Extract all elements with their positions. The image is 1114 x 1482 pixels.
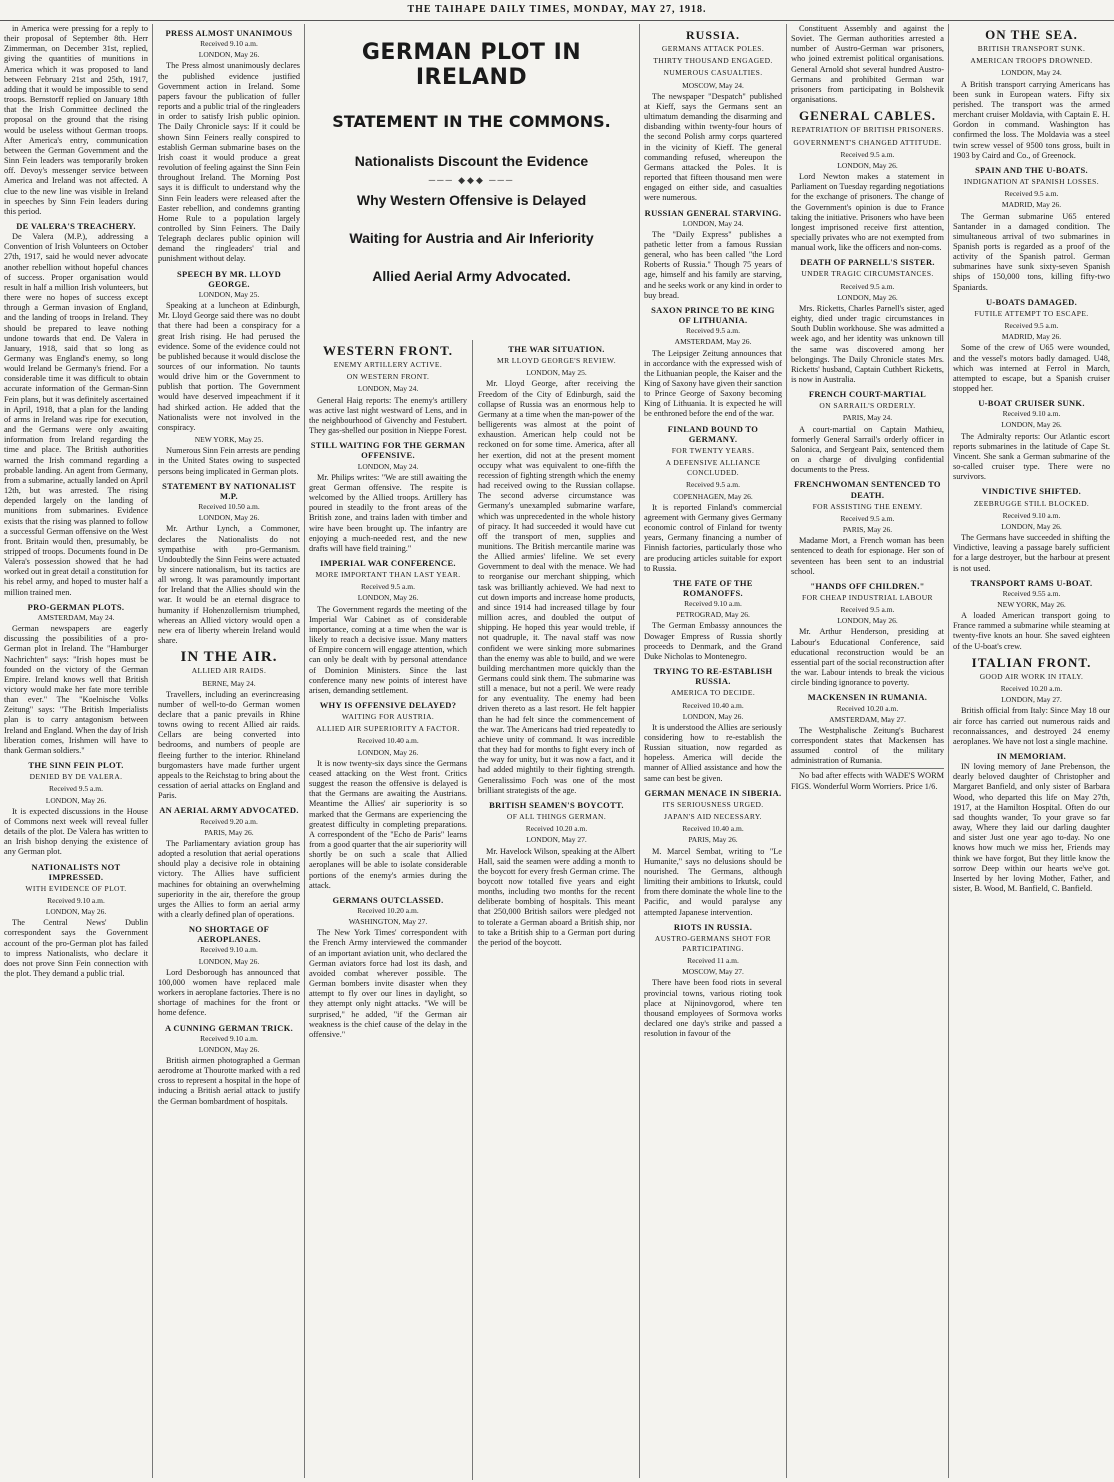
subheadline: DENIED BY DE VALERA.: [29, 772, 123, 782]
subheadline: GOVERNMENT'S CHANGED ATTITUDE.: [793, 137, 942, 147]
subheadline: ITS SERIOUSNESS URGED.: [662, 799, 764, 809]
section-headline: RUSSIA.: [685, 28, 740, 42]
subheadline: ZEEBRUGGE STILL BLOCKED.: [973, 498, 1090, 508]
headline: TRYING TO RE-ESTABLISH RUSSIA.: [653, 666, 773, 687]
received-time: Received 9.5 a.m.: [361, 582, 415, 592]
article-text: M. Marcel Sembat, writing to "Le Humanite," says no delusions should be nourished. The Germans, although limiting their ambitions to Irkutsk, could from there dominate the whole line to the Pacific, and would paralyse any attempted Japanese intervention.: [644, 846, 782, 917]
dateline: LONDON, May 26.: [357, 747, 419, 757]
subheadline: ON WESTERN FRONT.: [346, 372, 430, 382]
column-rule: [472, 340, 473, 1480]
article-text: The German Embassy announces the Dowager Empress of Russia shortly proceeds to Denmark, and the Grand Duke Nicholas to Montenegro.: [644, 621, 782, 661]
received-time: Received 9.5 a.m.: [686, 326, 740, 336]
article-text: It is reported Finland's commercial agreement with Germany gives Germany economic control of Finland for twenty years, Germany financing a number of Finnish factories, particularly those who are producing articles suitable for export to Russia.: [644, 502, 782, 573]
subheadline: NUMEROUS CASUALTIES.: [663, 68, 763, 78]
banner-headline: GERMAN PLOT IN IRELAND: [361, 40, 582, 90]
article-text: Numerous Sinn Fein arrests are pending in the United States owing to suspected persons being implicated in German plots.: [158, 446, 300, 476]
dateline: LONDON, May 26.: [45, 907, 107, 917]
headline: NO SHORTAGE OF AEROPLANES.: [188, 924, 270, 945]
headline: FRENCH COURT-MARTIAL: [808, 389, 927, 400]
subheadline: ON SARRAIL'S ORDERLY.: [819, 401, 916, 411]
article-text: A loaded American transport going to France rammed a submarine while steaming at twenty-five knots an hour. She saved eighteen of the U-boat's crew.: [953, 611, 1110, 651]
dateline: COPENHAGEN, May 26.: [673, 491, 753, 501]
received-time: Received 9.5 a.m.: [1004, 321, 1059, 331]
dateline: LONDON, May 26.: [682, 711, 744, 721]
section-headline: ON THE SEA.: [985, 27, 1078, 42]
dateline: LONDON, May 24.: [357, 461, 419, 471]
headline: PRESS ALMOST UNANIMOUS: [165, 28, 293, 38]
article-text: It is now twenty-six days since the Germans ceased attacking on the West front. Critics suggest the reason the offensive is delayed is that the Germans are awaiting the Austrians. Meantime the Allies' air superiority is so marked that the Germans are experiencing the greatest difficulty in completing preparations. A correspondent of the "Echo de Paris" learns from a good quarter that the air superiority will shortly be on such a scale that Allied aeroplanes will be able to isolate considerable portions of the enemy's armies during the attack.: [309, 758, 467, 890]
received-time: Received 10.40 a.m.: [357, 736, 419, 746]
column-2: [158, 24, 300, 1480]
dateline: LONDON, May 26.: [837, 160, 898, 170]
section-headline: ITALIAN FRONT.: [971, 654, 1092, 670]
article-text: The Parliamentary aviation group has adopted a resolution that aerial operations should play a decisive role in obtaining victory. The Allies have sufficient machines for obtaining an overwhelming superiority in the air, therefore the group urges the Allies to form an aerial army with a clearly defined plan of operations.: [158, 838, 300, 919]
headline: RIOTS IN RUSSIA.: [673, 921, 753, 932]
article-text: It is expected discussions in the House of Commons next week will reveal fuller details of the plot. De Valera has written to an Irish bishop denying the existence of any German plot.: [4, 806, 148, 857]
dateline: LONDON, May 26.: [45, 795, 107, 805]
received-time: Received 9.5 a.m.: [840, 281, 895, 291]
dateline: WASHINGTON, May 27.: [348, 917, 428, 927]
subheadline: WITH EVIDENCE OF PLOT.: [25, 883, 127, 893]
subheadline: FUTILE ATTEMPT TO ESCAPE.: [974, 308, 1089, 318]
headline: U-BOAT CRUISER SUNK.: [978, 398, 1085, 409]
column-1: [4, 24, 148, 1480]
article-text: Mr. Arthur Lynch, a Commoner, declares the Nationalists do not sympathise with pro-Germanism. Undoubtedly the Sinn Feins were actuated by sincere nationalism, but its tactics are all wrong. It was paramountly important for Ireland that the Allies should win the war. It would be an eternal disgrace to humanity if Hohenzollernism triumphed, whereas an Allied victory would open a new era of liberty wherein Ireland would share.: [158, 524, 300, 646]
dateline: PARIS, May 26.: [688, 835, 738, 845]
column-3: [309, 340, 467, 1480]
dateline: LONDON, May 26.: [198, 50, 260, 60]
headline: DE VALERA'S TREACHERY.: [16, 220, 136, 231]
article-text: Constituent Assembly and against the Soviet. The German authorities arrested a number of Austro-German war prisoners, who joined extremist political organisations. General Arnold shot several hundred Austro-Germans and prohibited German war prisoners from participating in Bolshevik organisations.: [791, 24, 944, 105]
masthead: THE TAIHAPE DAILY TIMES, MONDAY, MAY 27, 1918.: [0, 0, 1114, 21]
article-text: The Central News' Dublin correspondent says the Government account of the pro-German plot has failed to impress Nationalists, who declare it does not prove Sinn Fein connection with the plot. They demand a public trial.: [4, 918, 148, 979]
article-text: The Admiralty reports: Our Atlantic escort reports submarines in the latitude of Cape St. Vincent. She sank a German submarine of the so-called cruiser type. There were no survivors.: [953, 431, 1110, 482]
headline: U-BOATS DAMAGED.: [985, 296, 1078, 307]
subheadline: THIRTY THOUSAND ENGAGED.: [653, 56, 773, 66]
article-text: The Westphalische Zeitung's Bucharest correspondent states that Mackensen has assumed control of the military administration of Rumania.: [791, 725, 944, 766]
dateline: PETROGRAD, May 26.: [676, 610, 750, 620]
article-text: Madame Mort, a French woman has been sentenced to death for espionage. Her son of seventeen has been sent to an industrial school.: [791, 536, 944, 576]
headline: AN AERIAL ARMY ADVOCATED.: [159, 805, 299, 816]
headline: IN MEMORIAM.: [996, 751, 1067, 761]
column-rule: [786, 24, 787, 1478]
dateline: LONDON, May 27.: [526, 835, 587, 845]
article-text: The German submarine U65 entered Santander in a damaged condition. The simultaneous arrival of two submarines in Spanish ports is regarded as a proof of the activity of the Spanish patrol. German submarines have sunk sixty-seven Spanish ships of 150,000 tons, killing fifty-two Spaniards.: [953, 211, 1110, 292]
subheadline: A DEFENSIVE ALLIANCE CONCLUDED.: [665, 458, 761, 478]
headline: "HANDS OFF CHILDREN.": [810, 580, 925, 591]
dateline: AMSTERDAM, May 26.: [674, 337, 752, 347]
article-text: Lord Desborough has announced that 100,000 women have replaced male workers in aeroplane factories. There is no shortage of machines for the front or home defence.: [158, 967, 300, 1018]
advertisement: No bad after effects with WADE'S WORM FIGS. Wonderful Worm Worriers. Price 1/6.: [791, 768, 944, 791]
dateline: AMSTERDAM, May 27.: [829, 714, 906, 724]
dateline: PARIS, May 26.: [204, 827, 254, 837]
article-text: De Valera (M.P.), addressing a Convention of Irish Volunteers on October 27th, 1917, said he would never advocate another rebellion without hopeful chances of success. Proper organisation would result in half a million Irish volunteers, but there were no hopes of success except through a German invasion of England, and the landing of troops in Ireland. They should be prepared to leave nothing undone towards that end. De Valera in January, 1918, said that so long as Germany was England's enemy, so long would Ireland be Germany's friend. For a considerable time it was difficult to obtain accurate information of the German-Sinn Fein plans, but it was definitely ascertained in April, 1918, that a plan for the landing of arms in Ireland was ripe for execution, and the Germans were only awaiting information from Ireland regarding the time and place. The British authorities warned the Irish command regarding a probable landing. An agent from Germany, from a submarine, actually landed on April 12th, but was arrested. The rising depended largely on the landing of munitions from submarines. Evidence exists that the rising was planned to follow a successful German offensive on the West front. Britain would then, presumably, be stripped of troops. Documents found in De Valera's possession showed that he had worked out in great detail a constitution for his rebel army, and hoped to muster half a million trained men.: [4, 232, 148, 597]
received-time: Received 9.10 a.m.: [47, 895, 105, 905]
headline: STILL WAITING FOR THE GERMAN OFFENSIVE.: [310, 440, 466, 461]
dateline: LONDON, May 26.: [837, 292, 898, 302]
dateline: LONDON, May 25.: [198, 289, 260, 299]
subheadline: UNDER TRAGIC CIRCUMSTANCES.: [801, 269, 934, 279]
headline: GERMANS OUTCLASSED.: [332, 894, 444, 905]
subheadline: AUSTRO-GERMANS SHOT FOR PARTICIPATING.: [654, 933, 772, 953]
received-time: Received 9.10 a.m.: [200, 39, 258, 49]
column-7: [953, 24, 1110, 1480]
article-text: Mr. Arthur Henderson, presiding at Labour's Educational Conference, said educational reconstruction would be an essential part of the social reconstruction after the war. Labour intends to break the vicious circle binding ignorance to poverty.: [791, 627, 944, 688]
received-time: Received 10.20 a.m.: [525, 824, 588, 834]
received-time: Received 9.5 a.m.: [1004, 189, 1059, 199]
subheadline: GOOD AIR WORK IN ITALY.: [979, 671, 1084, 681]
headline: BRITISH SEAMEN'S BOYCOTT.: [489, 799, 624, 810]
section-headline: IN THE AIR.: [180, 649, 278, 666]
article-text: A British transport carrying Americans has been sunk in European waters. Fifty six perished. The transport was the armed merchant cruiser Moldavia, with Captain E. H. Gordon in command. Washington has confirmed the loss. The Moldavia was a steel twin screw vessel of 9500 tons gross, built in 1903 by Caird and Co., of Greenock.: [953, 79, 1110, 160]
front-page-banner: [304, 24, 639, 290]
column-rule: [152, 24, 153, 1478]
dateline: MADRID, May 26.: [1001, 332, 1062, 342]
article-text: There have been food riots in several provincial towns, various rioting took place at Nijninovgorod, where ten thousand employees of Sormova works declared one day's strike and passed a resolution in favour of the: [644, 978, 782, 1039]
subheadline: REPATRIATION OF BRITISH PRISONERS.: [791, 125, 944, 135]
headline: NATIONALISTS NOT IMPRESSED.: [31, 861, 121, 882]
dateline: LONDON, May 26.: [198, 513, 260, 523]
subheadline: AMERICAN TROOPS DROWNED.: [970, 56, 1093, 66]
dateline: LONDON, May 26.: [1001, 521, 1062, 531]
article-text: Travellers, including an everincreasing number of well-to-do German women declare that a panic prevails in Rhine towns owing to recent Allied air raids. Cellars are being converted into bedrooms, and numbers of people are fleeing further to the interior. Rhineland burgomasters have made further urgent appeals to the Reichstag to bring about the cessation of aerial attacks on England and Paris.: [158, 689, 300, 801]
subheadline: MORE IMPORTANT THAN LAST YEAR.: [315, 570, 461, 580]
banner-headline: Allied Aerial Army Advocated.: [372, 268, 571, 284]
headline: THE FATE OF THE ROMANOFFS.: [673, 577, 753, 598]
column-5: [644, 24, 782, 1480]
dateline: NEW YORK, May 25.: [194, 435, 264, 445]
banner-headline: Why Western Offensive is Delayed: [356, 192, 587, 208]
subheadline: BRITISH TRANSPORT SUNK.: [977, 44, 1086, 54]
dateline: MOSCOW, May 24.: [682, 80, 744, 90]
section-headline: WESTERN FRONT.: [322, 343, 454, 358]
subheadline: ALLIED AIR SUPERIORITY A FACTOR.: [316, 724, 460, 734]
article-text: British official from Italy: Since May 18 our air force has carried out numerous raids and reconnaissances, and destroyed 24 enemy aeroplanes. We have not lost a single machine.: [953, 706, 1110, 746]
received-time: Received 11 a.m.: [687, 956, 739, 966]
ornament-divider: ─── ◆◆◆ ───: [428, 175, 515, 185]
article-text: Mr. Philips writes: "We are still awaiting the great German offensive. The respite is welcomed by the Allied troops. Artillery has poured in steadily to the front areas of the British zone, and trains laden with timber and wire have been brought up. The infantry are enjoying a much-needed rest, and the new drafts will have field training.": [309, 472, 467, 553]
dateline: LONDON, May 26.: [198, 956, 260, 966]
received-time: Received 9.10 a.m.: [200, 1033, 258, 1043]
article-text: British airmen photographed a German aerodrome at Thourotte marked with a red cross to represent a hospital in the hope of inducing a British aerial attack to justify the German bombardment of hospitals.: [158, 1056, 300, 1106]
headline: A CUNNING GERMAN TRICK.: [164, 1022, 294, 1033]
received-time: Received 9.55 a.m.: [1002, 588, 1061, 598]
received-time: Received 10.40 a.m.: [682, 824, 744, 834]
article-text: The Germans have succeeded in shifting the Vindictive, leaving a passage barely sufficient for a large destroyer, but the harbour at present is not used.: [953, 533, 1110, 573]
received-time: Received 9.20 a.m.: [200, 816, 258, 826]
subheadline: OF ALL THINGS GERMAN.: [506, 812, 607, 822]
dateline: LONDON, May 26.: [1001, 420, 1062, 430]
received-time: Received 9.10 a.m.: [1002, 409, 1061, 419]
received-time: Received 9.5 a.m.: [840, 149, 895, 159]
subheadline: AMERICA TO DECIDE.: [670, 688, 756, 698]
article-text: Mr. Lloyd George, after receiving the Freedom of the City of Edinburgh, said the collapse of Russia was an enormous help to Germany at a time when the man-power of the belligerents was almost at the point of exhaustion. American help could not be reckoned on for some time. America, after all her exertion, did not at the present moment occupy what was equivalent to one-fifth the recession of fighting strength which the enemy had received owing to the Russian collapse. The second adverse circumstance was Germany's unexampled submarine warfare, which was unprecedented in the whole history of piracy. It had succeeded it would have cut off the transport of men, supplies and munitions. The British mercantile marine was the Allied armies' lifeline. We set every Government to deal with the menace. We had to reorganise our merchant shipping, which task was brilliantly achieved. We had next to cut down imports and increase home products, and since 1914 had increased tillage by four million acres, and doubled the output of shipping. He hoped this year would treble, if not quadruple, it. The naval staff was now confident we were sinking more submarines than the enemy was able to build, and we were building merchantmen more quickly than the Germans could sink them. The submarine was still a menace, but not a peril. We were ready for any eventuality. The enemy had been driven thereto as a last resort. He felt happier than he had felt since the commencement of the war. The Americans had tried repeatedly to achieve unity of command. It was incredible that they had for months to fight every inch of the way for unity, but it was now a fact, and it had added mightily to their fighting strength. Generalissimo Foch was one of the most brilliant strategists of the age.: [478, 379, 635, 795]
dateline: LONDON, May 24.: [357, 384, 419, 394]
received-time: Received 9.5 a.m.: [840, 605, 895, 615]
article-text: The Government regards the meeting of the Imperial War Cabinet as of considerable importance, coming at a time when the war is likely to reach a decisive issue. Many matters of Empire concern will engage attention, which can only be dealt with by personal attendance of Dominion Ministers. Since the last conference many new points of interest have arisen, demanding settlement.: [309, 604, 467, 695]
subheadline: GERMANS ATTACK POLES.: [661, 44, 765, 54]
received-time: Received 9.10 a.m.: [200, 945, 258, 955]
dateline: NEW YORK, May 26.: [997, 599, 1066, 609]
headline: PRO-GERMAN PLOTS.: [27, 601, 125, 612]
article-text: Speaking at a luncheon at Edinburgh, Mr. Lloyd George said there was no doubt that there had been a conspiracy for a great Irish rising. He had perused the evidence. Some of the evidence could not be published because it would disclose the sources of our information. No taunts would drive him or the Government to publish that portion. The Government would have deserved impeachment if it had shirked action. He added that the Nationalists were not involved in the conspiracy.: [158, 301, 300, 432]
headline: MACKENSEN IN RUMANIA.: [807, 692, 928, 703]
column-4: [478, 340, 635, 1480]
received-time: Received 9.10 a.m.: [684, 599, 742, 609]
headline: IMPERIAL WAR CONFERENCE.: [320, 557, 456, 568]
article-text: The New York Times' correspondent with the French Army interviewed the commander of an important aviation unit, who declared the German aviators force had lost its dash, and avoided combat wherever possible. The German bombers invite disaster when they attempt to fly over our lines in daylight, so they attempt only night attacks. "We will be surprised," he added, "if the German air weakness is the chief cause of the delay in the offensive.": [309, 928, 467, 1039]
headline: SPEECH BY MR. LLOYD GEORGE.: [176, 268, 282, 289]
subheadline: ENEMY ARTILLERY ACTIVE.: [333, 360, 443, 370]
article-text: German newspapers are eagerly discussing the possibilities of a pro-German plot in Ireland. The "Hamburger Nachrichten" says: "Irish hopes must be founded on the victory of the German Empire. Ireland knows well that British victory would make her fate more terrible than ever." The "Koelnische Volks Zeitung" says: "The British Imperialists plan is to carry antagonism between Ireland and England. When the day of Irish liberation comes, Irishmen will have to thank German soldiers.": [4, 624, 148, 755]
received-time: Received 9.5 a.m.: [686, 480, 740, 490]
dateline: MADRID, May 26.: [1001, 200, 1062, 210]
article-text: It is understood the Allies are seriously considering how to re-establish the Russian situation, now regarded as hopeless. America will decide the manner of Allied assistance and how the same can best be given.: [644, 722, 782, 783]
headline: VINDICTIVE SHIFTED.: [981, 486, 1082, 497]
dateline: LONDON, May 27.: [1001, 695, 1062, 705]
article-text: Some of the crew of U65 were wounded, and the vessel's motors badly damaged. U48, which was interned at Ferrol in March, attempted to escape, but a Spanish cruiser stopped her.: [953, 343, 1110, 393]
dateline: MOSCOW, May 27.: [682, 967, 744, 977]
dateline: LONDON, May 24.: [682, 218, 744, 228]
headline: SAXON PRINCE TO BE KING OF LITHUANIA.: [651, 304, 775, 326]
article-text: A court-martial on Captain Mathieu, formerly General Sarrail's orderly officer in Salonica, and Sergeant Paix, sentenced them on a charge of divulging confidential documents to the Press.: [791, 424, 944, 475]
article-text: The Leipsiger Zeitung announces that in accordance with the expressed wish of the Lithuanian people, the Kaiser and the King of Saxony have given their sanction to Prince George of Saxony becoming King of Lithuania. It is expected he will be enthroned before the end of the war.: [644, 348, 782, 419]
dateline: LONDON, May 26.: [357, 593, 419, 603]
column-rule: [639, 24, 640, 1478]
subheadline: FOR CHEAP INDUSTRIAL LABOUR: [802, 592, 933, 602]
banner-headline: STATEMENT IN THE COMMONS.: [332, 112, 611, 131]
subheadline: JAPAN'S AID NECESSARY.: [664, 812, 762, 822]
article-text: General Haig reports: The enemy's artillery was active last night westward of Lens, and in the neighbourhood of Givenchy and Festubert. They gas-shelled our position in Nieppe Forest.: [309, 395, 467, 436]
dateline: LONDON, May 26.: [837, 616, 898, 626]
article-text: in America were pressing for a reply to their proposal of September 8th. Herr Zimmerman, on December 31st, replied, giving the quantities of munitions in America which it was proposed to land between February 21st and 25th, 1917, adding that it would be impossible to send troops. Bernstorff replied on January 18th that the Irish Committee declined the proposal on the ground that the rising would be useless without German troops. After America's entry, communication between the German Government and the Sinn Fein leaders was temporarily broken off. Devoy's messenger service between America and Ireland was not affected. A clue to the new line was visible in Ireland in speeches by Sinn Fein leaders during this period.: [4, 24, 148, 216]
dateline: LONDON, May 26.: [198, 1044, 260, 1054]
headline: SPAIN AND THE U-BOATS.: [975, 164, 1088, 175]
received-time: Received 10.20 a.m.: [836, 703, 899, 713]
column-rule: [948, 24, 949, 1478]
dateline: LONDON, May 24.: [1001, 68, 1062, 78]
banner-headline: Waiting for Austria and Air Inferiority: [349, 230, 594, 246]
received-time: Received 9.5 a.m.: [49, 784, 103, 794]
headline: GERMAN MENACE IN SIBERIA.: [644, 787, 782, 798]
subheadline: INDIGNATION AT SPANISH LOSSES.: [964, 177, 1099, 187]
subheadline: FOR TWENTY YEARS.: [671, 445, 755, 455]
headline: FRENCHWOMAN SENTENCED TO DEATH.: [794, 479, 941, 500]
headline: RUSSIAN GENERAL STARVING.: [644, 207, 782, 218]
received-time: Received 10.40 a.m.: [682, 700, 744, 710]
dateline: PARIS, May 24.: [842, 413, 893, 423]
article-text: The newspaper "Despatch" published at Kieff, says the Germans sent an ultimatum demanding the disarming and disbanding within twenty-four hours of the second Polish army corps quartered in the vicinity of Kieff. The general commanding refused, whereupon the Germans attacked the Poles. It is reported that fifteen thousand men were engaged on either side, and casualties were numerous.: [644, 91, 782, 203]
headline: THE WAR SITUATION.: [508, 344, 605, 354]
subheadline: MR LLOYD GEORGE'S REVIEW.: [497, 356, 616, 366]
received-time: Received 10.50 a.m.: [198, 502, 260, 512]
dateline: LONDON, May 25.: [526, 368, 587, 378]
received-time: Received 10.20 a.m.: [1000, 684, 1063, 694]
headline: WHY IS OFFENSIVE DELAYED?: [319, 700, 457, 710]
received-time: Received 9.10 a.m.: [1002, 510, 1061, 520]
dateline: BERNE, May 24.: [202, 678, 256, 688]
article-text: Mrs. Ricketts, Charles Parnell's sister, aged eighty, died under tragic circumstances in South Dublin workhouse. She was admitted a week ago, and her identity was unknown till the same was discovered among her belongings. The Daily Chronicle states Mrs. Ricketts' husband, Captain Cuthbert Ricketts, is now in Australia.: [791, 303, 944, 384]
subheadline: WAITING FOR AUSTRIA.: [341, 712, 435, 722]
received-time: Received 10.20 a.m.: [357, 905, 419, 915]
dateline: PARIS, May 26.: [842, 525, 893, 535]
headline: THE SINN FEIN PLOT.: [28, 760, 124, 771]
headline: FINLAND BOUND TO GERMANY.: [667, 423, 759, 444]
article-text: Mr. Havelock Wilson, speaking at the Albert Hall, said the seamen were adding a month to the boycott for every fresh German crime. The boycott now totalled five years and eight months, including two months for the recent deliberate bombing of hospitals. This meant that 250,000 British sailors were pledged not to tolerate a German aboard a British ship, nor to take a British ship to a German port during the period of the boycott.: [478, 846, 635, 947]
subheadline: FOR ASSISTING THE ENEMY.: [812, 501, 923, 511]
column-6: [791, 24, 944, 1480]
article-text: Lord Newton makes a statement in Parliament on Tuesday regarding negotiations for the exchange of prisoners. The change of the Government's opinion is due to France taking the initiative. Prisoners who have been longest imprisoned receive first attention, specially privates who are not exempted from manual work, like the officers and non-coms.: [791, 172, 944, 253]
article-text: The "Daily Express" publishes a pathetic letter from a famous Russian general, who has been called "the Lord Roberts of Russia." Though 75 years of age, himself and his family are starving, and he seeks work or any kind in order to buy bread.: [644, 229, 782, 300]
banner-headline: Nationalists Discount the Evidence: [354, 153, 589, 169]
section-headline: GENERAL CABLES.: [798, 108, 937, 124]
memoriam-text: IN loving memory of Jane Prebenson, the dearly beloved daughter of Christopher and Margaret Banfield, and only sister of Barbara Wood, who departed this life on May 27th, 1917, at the Hamilton Hospital. Often do our sad thoughts wander, To your grave so far away, Where they laid our darling daughter and sister Just one year ago to-day. No one knows how much we miss her, Friends may think we have forgot, But they little know the sorrow Deep within our hearts we've got. Inserted by her loving Mother, Father, and sister, B. Wood, M. Banfield, C. Banfield.: [953, 762, 1110, 894]
headline: STATEMENT BY NATIONALIST M.P.: [162, 480, 296, 501]
dateline: AMSTERDAM, May 24.: [37, 612, 115, 622]
headline: TRANSPORT RAMS U-BOAT.: [970, 577, 1093, 588]
article-text: The Press almost unanimously declares the published evidence justified Government action in Ireland. Some papers favour the publication of fuller reports and a public trial of the ringleaders in order to satisfy Irish public opinion. The Daily Chronicle says: If it could be shown Sinn Feiners really conspired to establish German submarine bases on the Irish coast it would produce a great revolution of feeling against the Sinn Fein throughout Ireland. The Morning Post says it is difficult to understand why the Sinn Fein leaders were released after the Easter rebellion, and condemns granting Home Rule to a population largely controlled by Sinn Feiners. The Daily Telegraph declares public opinion will demand the ringleaders' trial and punishment without delay.: [158, 61, 300, 264]
received-time: Received 9.5 a.m.: [840, 513, 895, 523]
subheadline: ALLIED AIR RAIDS.: [191, 666, 267, 676]
headline: DEATH OF PARNELL'S SISTER.: [800, 257, 935, 268]
